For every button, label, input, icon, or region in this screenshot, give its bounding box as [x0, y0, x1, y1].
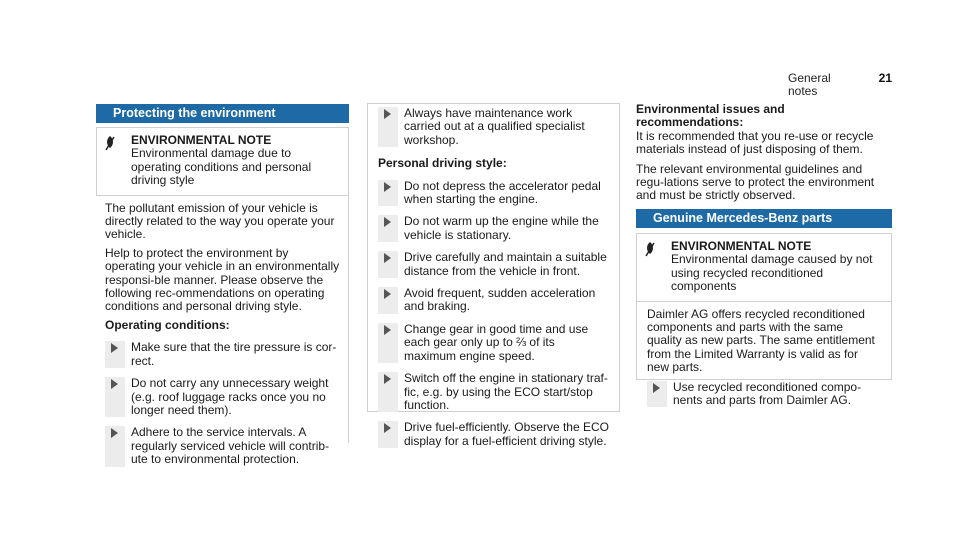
list-item: Always have maintenance work carried out at a qualified specialist workshop. — [378, 107, 609, 147]
list-item: Do not warm up the engine while the vehicle is stationary. — [378, 215, 609, 242]
page-number: 21 — [878, 71, 892, 85]
paragraph: Daimler AG offers recycled reconditioned components and parts with the same quality as new parts. The same entitlement from the Limited Warranty is valid as for new parts. — [647, 306, 875, 375]
paragraph: The pollutant emission of your vehicle is directly related to the way you operate your vehicle. — [105, 200, 335, 242]
env-issues-heading: Environmental issues and recommendations: — [636, 102, 785, 130]
arrow-right-icon — [384, 109, 391, 119]
section-title: Genuine Mercedes-Benz parts — [653, 211, 833, 225]
paragraph: Help to protect the environment by operating your vehicle in an environmentally responsi-ble manner. Please observe the following rec-ommendations on operating conditions and personal driving style. — [105, 245, 340, 314]
subheading-personal: Personal driving style: — [378, 156, 507, 171]
env-note-left — [96, 127, 349, 467]
arrow-right-icon — [384, 182, 391, 192]
middle-column-frame — [367, 103, 620, 448]
paragraph: The relevant environmental guidelines and regu-lations serve to protect the environment and must be strictly observed. — [636, 161, 875, 203]
arrow-right-icon — [384, 423, 391, 433]
arrow-right-icon — [384, 325, 391, 335]
env-note-label: ENVIRONMENTAL NOTE — [131, 133, 272, 147]
env-note-body — [96, 196, 348, 473]
right-column — [636, 103, 892, 209]
arrow-right-icon — [111, 428, 118, 438]
arrow-right-icon — [384, 289, 391, 299]
list-item: Switch off the engine in stationary traf-fic, e.g. by using the ECO start/stop function. — [378, 372, 609, 412]
env-note-body — [637, 302, 891, 414]
env-note-label: ENVIRONMENTAL NOTE — [671, 239, 812, 253]
header-title: General notes — [788, 71, 831, 99]
list-item: Use recycled reconditioned compo-nents and parts from Daimler AG. — [647, 381, 881, 408]
arrow-right-icon — [384, 253, 391, 263]
arrow-right-icon — [653, 383, 660, 393]
list-item: Do not depress the accelerator pedal when starting the engine. — [378, 180, 609, 207]
env-note-description: Environmental damage due to operating conditions and personal driving style — [131, 146, 312, 188]
list-item: Drive fuel-efficiently. Observe the ECO display for a fuel-efficient driving style. — [378, 421, 609, 448]
list-item: Avoid frequent, sudden acceleration and braking. — [378, 287, 609, 314]
env-note-right — [636, 233, 892, 408]
leaf-icon — [103, 134, 131, 188]
list-item: Make sure that the tire pressure is cor-rect. — [105, 341, 340, 368]
arrow-right-icon — [384, 374, 391, 384]
list-item: Do not carry any unnecessary weight (e.g. roof luggage racks once you no longer need them). — [105, 377, 340, 417]
env-note-text — [131, 134, 342, 188]
leaf-icon — [643, 240, 671, 294]
page-header — [788, 71, 892, 99]
list-item: Change gear in good time and use each gear only up to ⅔ of its maximum engine speed. — [378, 323, 609, 363]
arrow-right-icon — [111, 343, 118, 353]
subheading-operating: Operating conditions: — [105, 317, 230, 332]
env-note-header — [637, 234, 891, 302]
section-bar-genuine-parts — [636, 209, 892, 228]
paragraph: It is recommended that you re-use or recycle materials instead of just disposing of them. — [636, 128, 874, 157]
list-item: Drive carefully and maintain a suitable distance from the vehicle in front. — [378, 251, 609, 278]
section-bar-protecting — [96, 104, 349, 123]
env-note-description: Environmental damage caused by not using recycled reconditioned components — [671, 252, 873, 294]
arrow-right-icon — [384, 217, 391, 227]
env-note-text — [671, 240, 885, 294]
section-title: Protecting the environment — [113, 106, 276, 120]
env-note-header — [96, 127, 348, 196]
list-item: Adhere to the service intervals. A regularly serviced vehicle will contrib-ute to environmental protection. — [105, 426, 340, 466]
arrow-right-icon — [111, 379, 118, 389]
